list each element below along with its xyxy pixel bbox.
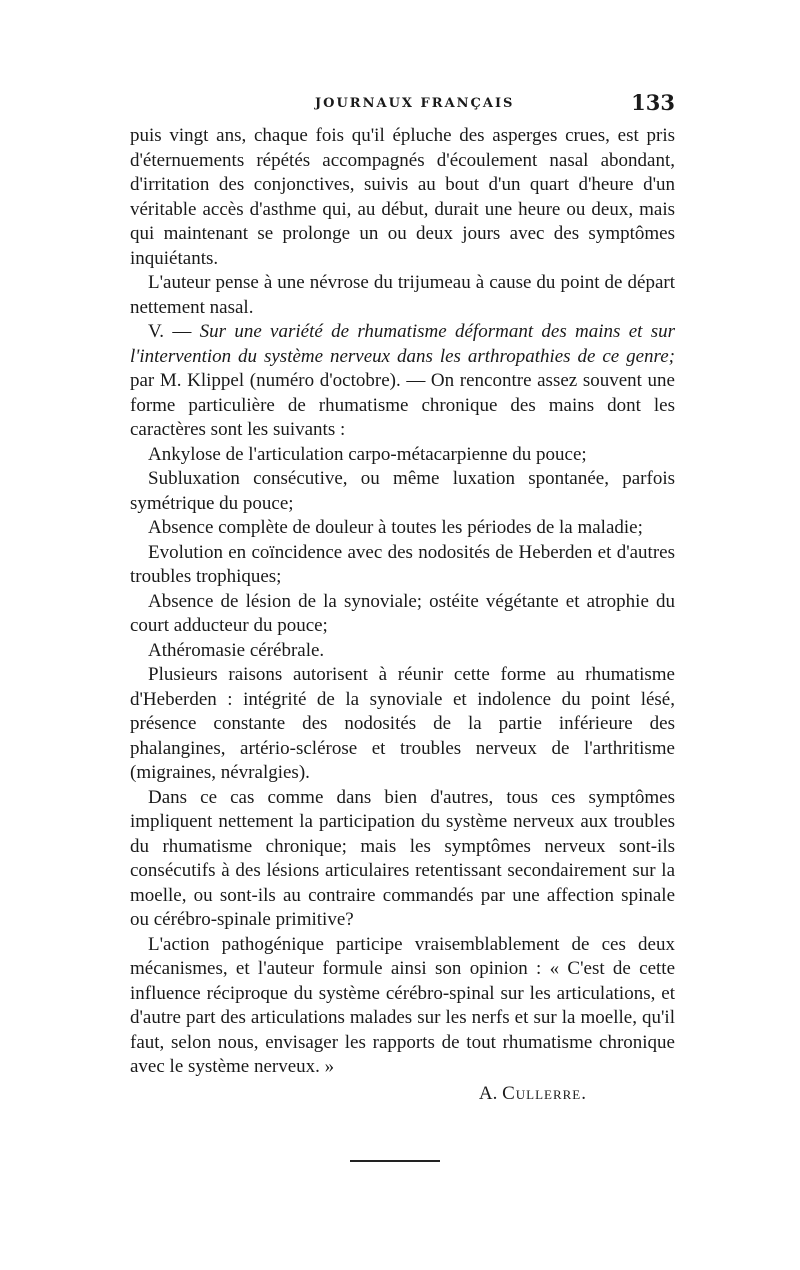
paragraph-text: par M. Klippel (numéro d'octobre). — On rencontre assez souvent une forme particulière de rhumatisme chronique des mains dont les caractères sont les suivants :: [130, 370, 675, 440]
author-initial: A.: [478, 1082, 503, 1104]
author-name: Cullerre.: [502, 1082, 587, 1104]
paragraph: Plusieurs raisons autorisent à réunir cette forme au rhumatisme d'Heberden : intégrité de la synoviale et indolence du point lésé, présence constante des nodosités de la partie inférieure des phalangines, artério-sclérose et troubles nerveux de l'arthritisme (migraines, névralgies).: [130, 664, 675, 783]
symptom-item: Absence complète de douleur à toutes les périodes de la maladie;: [148, 517, 643, 538]
symptom-item: Athéromasie cérébrale.: [148, 639, 325, 661]
section-number: V. —: [148, 321, 200, 342]
paragraph: L'action pathogénique participe vraisemblablement de ces deux mécanismes, et l'auteur formule ainsi son opinion : « C'est de cette influence réciproque du système cérébro-spinal sur les articulations, et d'autre part des articulations malades sur les nerfs et sur la moelle, qu'il faut, selon nous, envisager les rapports de tout rhumatisme chronique avec le système nerveux. »: [130, 933, 675, 1077]
paragraph: Dans ce cas comme dans bien d'autres, tous ces symptômes impliquent nettement la participation du système nerveux aux troubles du rhumatisme chronique; mais les symptômes nerveux sont-ils consécutifs à des lésions articulaires retentissant secondairement sur la moelle, ou sont-ils au contraire commandés par une affection spinale ou cérébro-spinale primitive?: [130, 786, 675, 930]
article-title: Sur une variété de rhumatisme déformant des mains et sur l'intervention du système nerveux dans les arthropathies de ce genre;: [130, 321, 676, 367]
paragraph: L'auteur pense à une névrose du trijumeau à cause du point de départ nettement nasal.: [130, 272, 675, 318]
symptom-item: Absence de lésion de la synoviale; ostéite végétante et atrophie du court adducteur du pouce;: [130, 590, 675, 636]
author-signature: [130, 1082, 675, 1107]
symptom-item: Evolution en coïncidence avec des nodosités de Heberden et d'autres troubles trophiques;: [130, 541, 675, 587]
page-number: 133: [631, 90, 675, 115]
symptom-item: Ankylose de l'articulation carpo-métacarpienne du pouce;: [148, 443, 587, 465]
article-body: [130, 124, 675, 1106]
page-header: [130, 90, 675, 120]
running-title: JOURNAUX FRANÇAIS: [315, 96, 515, 111]
section-divider: [350, 1160, 440, 1162]
paragraph-section-v: [130, 320, 675, 443]
symptom-item: Subluxation consécutive, ou même luxation spontanée, parfois symétrique du pouce;: [130, 468, 675, 514]
paragraph: puis vingt ans, chaque fois qu'il épluche des asperges crues, est pris d'éternuements répétés accompagnés d'écoulement nasal abondant, d'irritation des conjonctives, suivis au bout d'un quart d'heure d'un véritable accès d'asthme qui, au début, durait une heure ou deux, mais qui maintenant se prolonge un ou deux jours avec des symptômes inquiétants.: [130, 125, 675, 269]
